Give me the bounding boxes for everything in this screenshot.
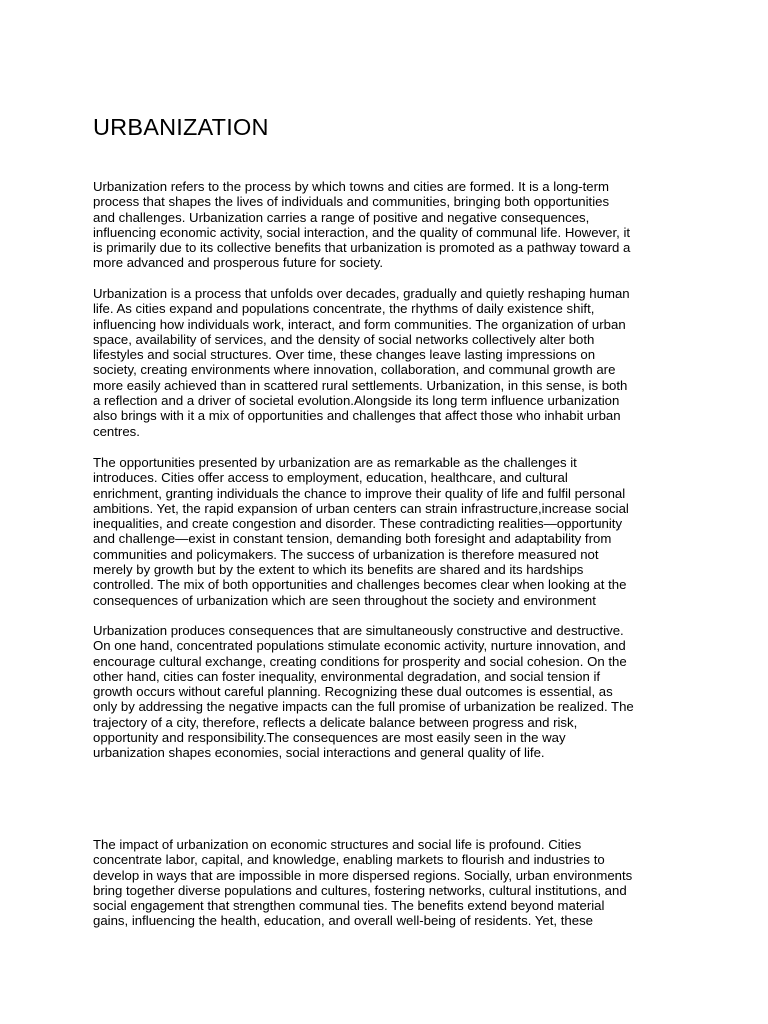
paragraph-consequences: Urbanization produces consequences that are simultaneously constructive and destructive. On one hand, concentrated populations stimulate economic activity, nurture innovation, and encourage cultural exchange, creating conditions for prosperity and social cohesion. On the other hand, cities can foster inequality, environmental degradation, and social tension if growth occurs without careful planning. Recognizing these dual outcomes is essential, as only by addressing the negative impacts can the full promise of urbanization be realized. The trajectory of a city, therefore, reflects a delicate balance between progress and risk, opportunity and responsibility.The consequences are most easily seen in the way urbanization shapes economies, social interactions and general quality of life. — [93, 623, 634, 761]
paragraph-process: Urbanization is a process that unfolds over decades, gradually and quietly reshaping human life. As cities expand and populations concentrate, the rhythms of daily existence shift, influencing how individuals work, interact, and form communities. The organization of urban space, availability of services, and the density of social networks collectively alter both lifestyles and social structures. Over time, these changes leave lasting impressions on society, creating environments where innovation, collaboration, and communal growth are more easily achieved than in scattered rural settlements. Urbanization, in this sense, is both a reflection and a driver of societal evolution.Alongside its long term influence urbanization also brings with it a mix of opportunities and challenges that affect those who inhabit urban centres. — [93, 286, 630, 439]
document-title: URBANIZATION — [93, 114, 269, 140]
paragraph-impact: The impact of urbanization on economic structures and social life is profound. Cities concentrate labor, capital, and knowledge, enabling markets to flourish and industries to develop in ways that are impossible in more dispersed regions. Socially, urban environments bring together diverse populations and cultures, fostering networks, cultural institutions, and social engagement that strengthen communal ties. The benefits extend beyond material gains, influencing the health, education, and overall well-being of residents. Yet, these — [93, 837, 633, 929]
paragraph-opportunities: The opportunities presented by urbanization are as remarkable as the challenges it introduces. Cities offer access to employment, education, healthcare, and cultural enrichment, granting individuals the chance to improve their quality of life and fulfil personal ambitions. Yet, the rapid expansion of urban centers can strain infrastructure,increase social inequalities, and create congestion and disorder. These contradicting realities—opportunity and challenge—exist in constant tension, demanding both foresight and adaptability from communities and policymakers. The success of urbanization is therefore measured not merely by growth but by the extent to which its benefits are shared and its hardships controlled. The mix of both opportunities and challenges becomes clear when looking at the consequences of urbanization which are seen throughout the society and environment — [93, 455, 629, 608]
paragraph-definition: Urbanization refers to the process by which towns and cities are formed. It is a long-term process that shapes the lives of individuals and communities, bringing both opportunities and challenges. Urbanization carries a range of positive and negative consequences, influencing economic activity, social interaction, and the quality of communal life. However, it is primarily due to its collective benefits that urbanization is promoted as a pathway toward a more advanced and prosperous future for society. — [93, 179, 631, 271]
